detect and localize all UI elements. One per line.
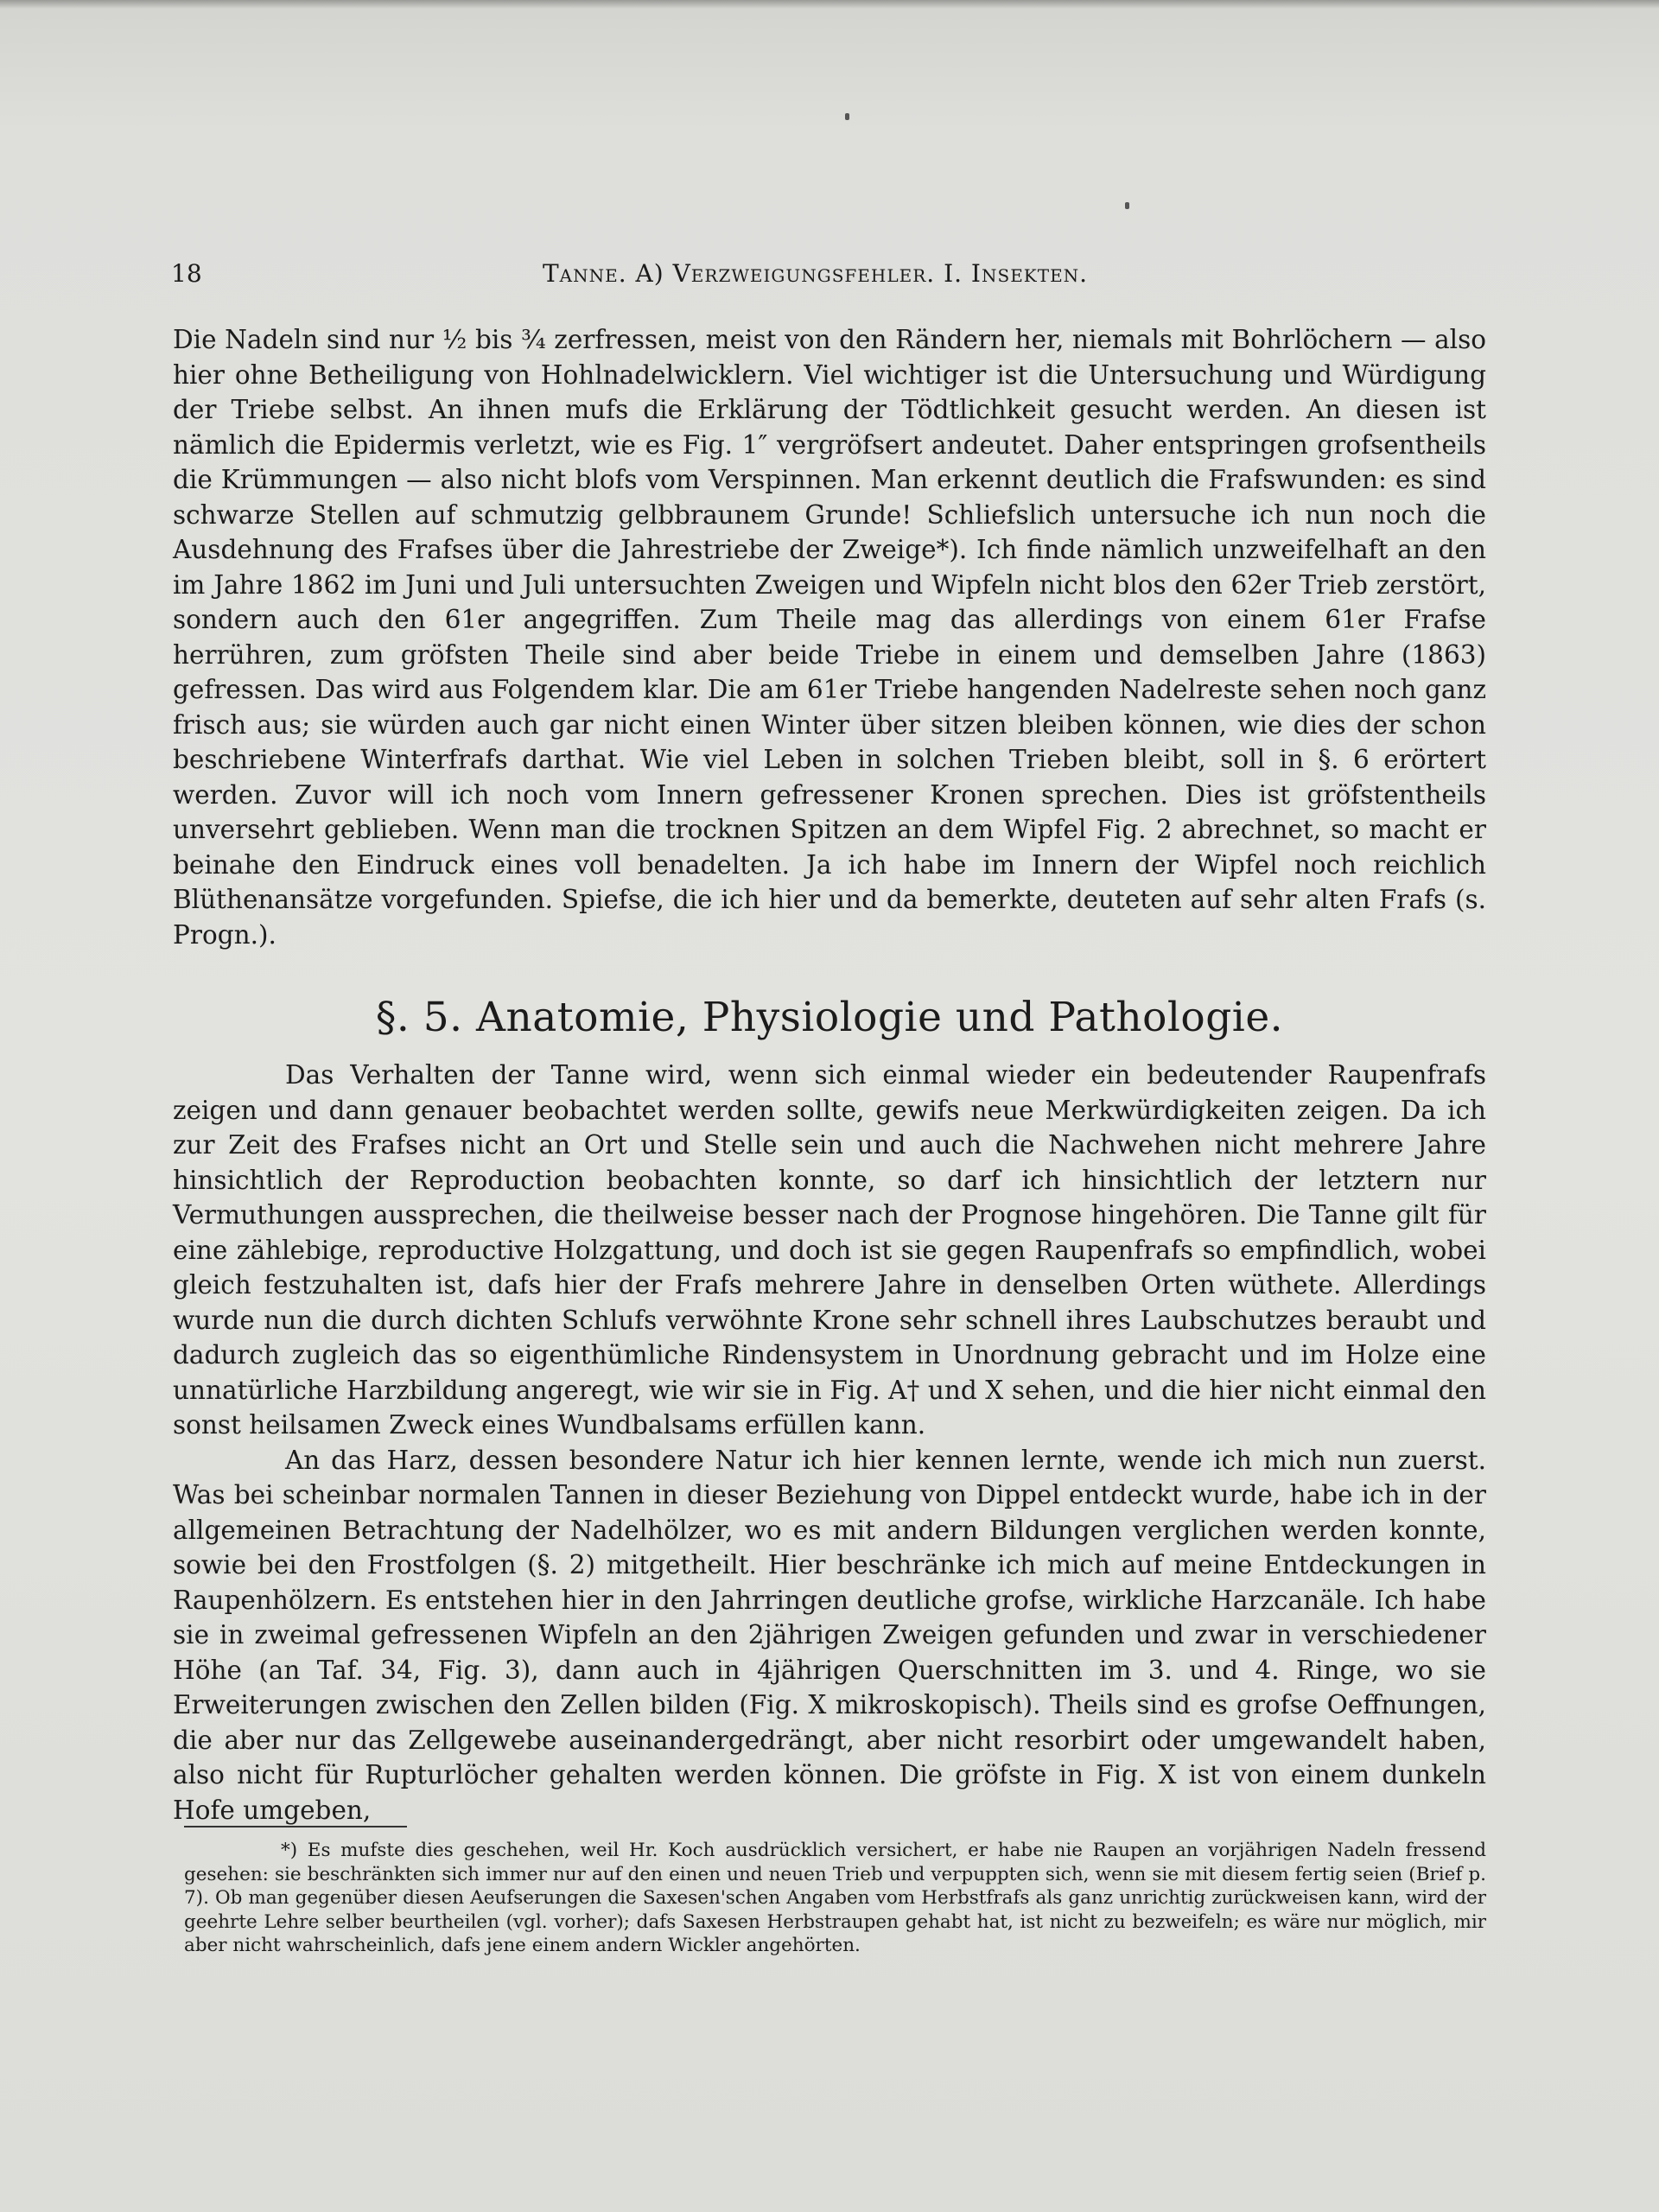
footnote-text: *) Es mufste dies geschehen, weil Hr. Koch ausdrücklich versichert, er habe nie Raupen an vorjährigen Nadeln fressend gesehen: sie beschränkten sich immer nur auf den einen und neuen Trieb und verpuppten sich, wenn sie mit diesem fertig seien (Brief p. 7). Ob man gegenüber diesen Aeufserungen die Saxesen'schen Angaben vom Herbstfrafs als ganz unrichtig zurückweisen kann, wird der geehrte Lehre selber beurtheilen (vgl. vorher); dafs Saxesen Herbstraupen gehabt hat, ist nicht zu bezweifeln; es wäre nur möglich, mir aber nicht wahrscheinlich, dafs jene einem andern Wickler angehörten. <box>184 1840 1486 1956</box>
ink-speck <box>1125 202 1129 209</box>
page-top-shadow <box>0 0 1659 9</box>
running-title: Tanne. A) Verzweigungsfehler. I. Insekten. <box>543 259 1089 288</box>
ink-speck <box>845 113 849 120</box>
body-text-top <box>173 322 1486 952</box>
page-number: 18 <box>171 259 202 288</box>
paragraph: Das Verhalten der Tanne wird, wenn sich einmal wieder ein bedeutender Raupenfrafs zeigen und dann genauer beobachtet werden sollte, gewifs neue Merkwürdigkeiten zeigen. Da ich zur Zeit des Frafses nicht an Ort und Stelle sein und auch die Nachwehen nicht mehrere Jahre hinsichtlich der Reproduction beobachten konnte, so darf ich hinsichtlich der letztern nur Vermuthungen aussprechen, die theilweise besser nach der Prognose hingehören. Die Tanne gilt für eine zählebige, reproductive Holzgattung, und doch ist sie gegen Raupenfrafs so empfindlich, wobei gleich festzuhalten ist, dafs hier der Frafs mehrere Jahre in denselben Orten wüthete. Allerdings wurde nun die durch dichten Schlufs verwöhnte Krone sehr schnell ihres Laubschutzes beraubt und dadurch zugleich das so eigenthümliche Rindensystem in Unordnung gebracht und im Holze eine unnatürliche Harzbildung angeregt, wie wir sie in Fig. A† und X sehen, und die hier nicht einmal den sonst heilsamen Zweck eines Wundbalsams erfüllen kann. <box>173 1060 1486 1440</box>
footnote-rule <box>184 1826 407 1827</box>
page-header <box>171 259 1486 294</box>
paragraph: Die Nadeln sind nur ½ bis ¾ zerfressen, meist von den Rändern her, niemals mit Bohrlöchern — also hier ohne Betheiligung von Hohlnadelwicklern. Viel wichtiger ist die Untersuchung und Würdigung der Triebe selbst. An ihnen mufs die Erklärung der Tödtlichkeit gesucht werden. An diesen ist nämlich die Epidermis verletzt, wie es Fig. 1″ vergröfsert andeutet. Daher entspringen grofsentheils die Krümmungen — also nicht blofs vom Verspinnen. Man erkennt deutlich die Frafswunden: es sind schwarze Stellen auf schmutzig gelbbraunem Grunde! Schliefslich untersuche ich nun noch die Ausdehnung des Frafses über die Jahrestriebe der Zweige*). Ich finde nämlich unzweifelhaft an den im Jahre 1862 im Juni und Juli untersuchten Zweigen und Wipfeln nicht blos den 62er Trieb zerstört, sondern auch den 61er angegriffen. Zum Theile mag das allerdings von einem 61er Frafse herrühren, zum gröfsten Theile sind aber beide Triebe in einem und demselben Jahre (1863) gefressen. Das wird aus Folgendem klar. Die am 61er Triebe hangenden Nadelreste sehen noch ganz frisch aus; sie würden auch gar nicht einen Winter über sitzen bleiben können, wie dies der schon beschriebene Winterfrafs darthat. Wie viel Leben in solchen Trieben bleibt, soll in §. 6 erörtert werden. Zuvor will ich noch vom Innern gefressener Kronen sprechen. Dies ist gröfstentheils unversehrt geblieben. Wenn man die trocknen Spitzen an dem Wipfel Fig. 2 abrechnet, so macht er beinahe den Eindruck eines voll benadelten. Ja ich habe im Innern der Wipfel noch reichlich Blüthenansätze vorgefunden. Spiefse, die ich hier und da bemerkte, deuteten auf sehr alten Frafs (s. Progn.). <box>173 325 1486 950</box>
paragraph: An das Harz, dessen besondere Natur ich hier kennen lernte, wende ich mich nun zuerst. Was bei scheinbar normalen Tannen in dieser Beziehung von Dippel entdeckt wurde, habe ich in der allgemeinen Betrachtung der Nadelhölzer, wo es mit andern Bildungen verglichen werden konnte, sowie bei den Frostfolgen (§. 2) mitgetheilt. Hier beschränke ich mich auf meine Entdeckungen in Raupenhölzern. Es entstehen hier in den Jahrringen deutliche grofse, wirkliche Harzcanäle. Ich habe sie in zweimal gefressenen Wipfeln an den 2jährigen Zweigen gefunden und zwar in verschiedener Höhe (an Taf. 34, Fig. 3), dann auch in 4jährigen Querschnitten im 3. und 4. Ringe, wo sie Erweiterungen zwischen den Zellen bilden (Fig. X mikroskopisch). Theils sind es grofse Oeffnungen, die aber nur das Zellgewebe auseinandergedrängt, aber nicht resorbirt oder umgewandelt haben, also nicht für Rupturlöcher gehalten werden können. Die gröfste in Fig. X ist von einem dunkeln Hofe umgeben, <box>173 1445 1486 1825</box>
section-heading: §. 5. Anatomie, Physiologie und Pathologie. <box>375 994 1284 1041</box>
footnote <box>184 1839 1486 1958</box>
body-text-section <box>173 1058 1486 1827</box>
